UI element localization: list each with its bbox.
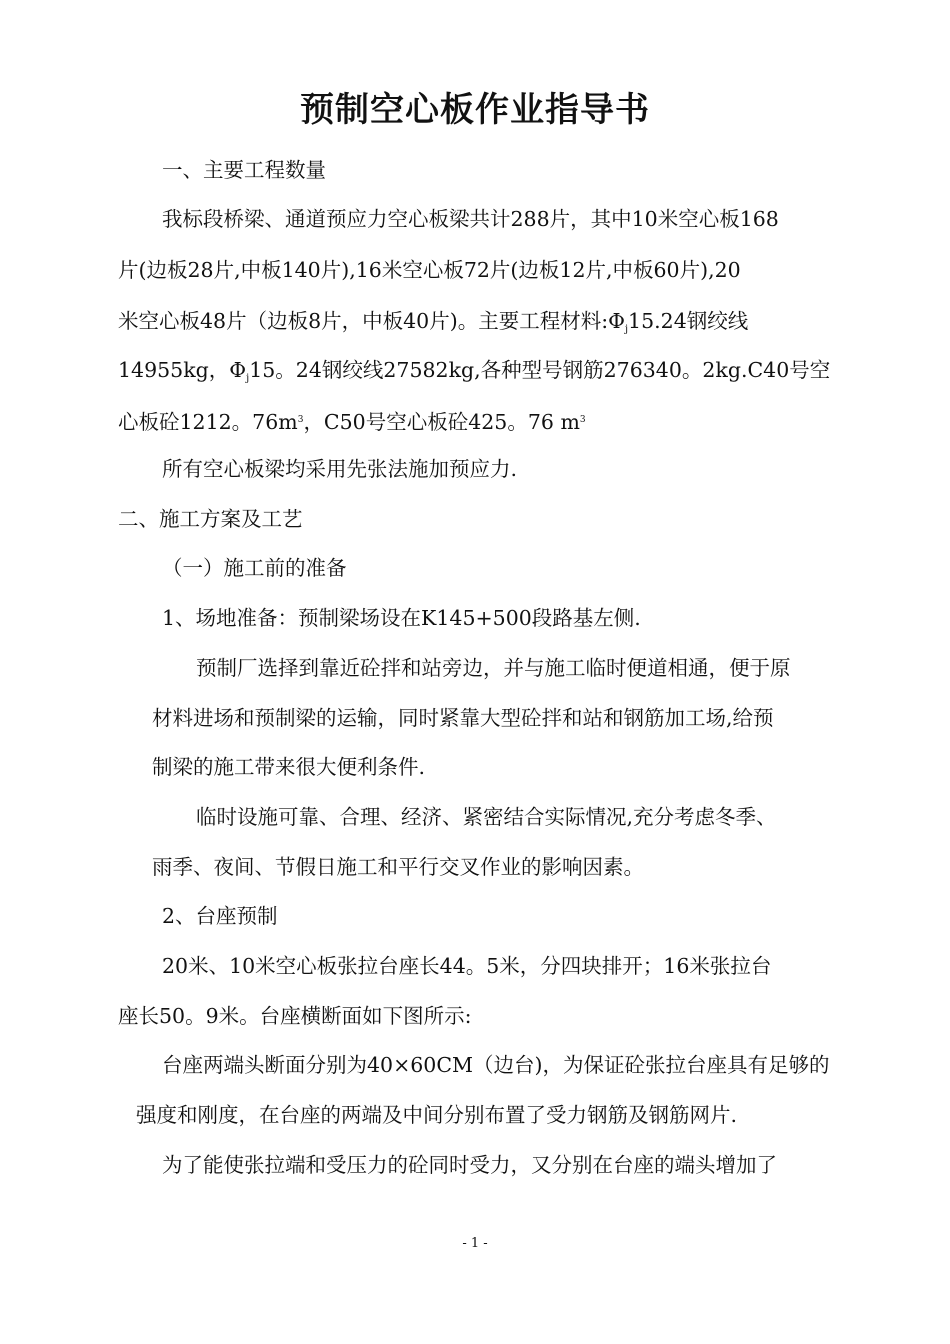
paragraph-line: 为了能使张拉端和受压力的砼同时受力，又分别在台座的端头增加了	[162, 1153, 777, 1177]
document-title: 预制空心板作业指导书	[300, 90, 650, 130]
page-number: - 1 -	[462, 1236, 488, 1251]
paragraph-line: 材料进场和预制梁的运输，同时紧靠大型砼拌和站和钢筋加工场,给预	[152, 706, 774, 730]
item-heading: 2、台座预制	[162, 904, 278, 928]
section-heading-1: 一、主要工程数量	[162, 158, 326, 182]
text-segment: 米空心板48片（边板8片，中板40片)。主要工程材料:Φ	[118, 309, 625, 333]
paragraph-line: 强度和刚度，在台座的两端及中间分别布置了受力钢筋及钢筋网片.	[136, 1103, 738, 1127]
paragraph-line	[118, 307, 748, 344]
paragraph-line: 预制厂选择到靠近砼拌和站旁边，并与施工临时便道相通，便于原	[196, 656, 791, 680]
text-segment: 15。24钢绞线27582kg,各种型号钢筋276340。2kg.C40号空	[249, 358, 831, 382]
paragraph-line: 临时设施可靠、合理、经济、紧密结合实际情况,充分考虑冬季、	[196, 805, 777, 829]
paragraph-line	[118, 356, 830, 393]
subscript: j	[246, 373, 250, 384]
paragraph-line: 片(边板28片,中板140片),16米空心板72片(边板12片,中板60片),20	[118, 258, 741, 282]
superscript: 3	[297, 415, 304, 425]
paragraph-line: 制梁的施工带来很大便利条件.	[152, 755, 426, 779]
paragraph-line: 座长50。9米。台座横断面如下图所示:	[118, 1004, 472, 1028]
text-segment: 14955kg，Φ	[118, 358, 247, 382]
section-heading-2: 二、施工方案及工艺	[118, 507, 303, 531]
paragraph-line: 我标段桥梁、通道预应力空心板梁共计288片，其中10米空心板168	[162, 207, 779, 231]
item-heading: 1、场地准备：预制梁场设在K145+500段路基左侧.	[162, 606, 641, 630]
text-segment: ，C50号空心板砼425。76 m	[303, 410, 580, 434]
text-segment: 15.24钢绞线	[628, 309, 749, 333]
text-segment: 心板砼1212。76m	[118, 410, 298, 434]
subscript: j	[624, 324, 629, 335]
subsection-heading: （一）施工前的准备	[162, 556, 347, 580]
paragraph-line	[118, 406, 586, 436]
paragraph-line: 台座两端头断面分别为40×60CM（边台)，为保证砼张拉台座具有足够的	[162, 1053, 830, 1077]
paragraph-line: 所有空心板梁均采用先张法施加预应力.	[162, 457, 518, 481]
superscript: 3	[579, 415, 586, 425]
paragraph-line: 雨季、夜间、节假日施工和平行交叉作业的影响因素。	[152, 855, 644, 879]
paragraph-line: 20米、10米空心板张拉台座长44。5米，分四块排开；16米张拉台	[162, 954, 772, 978]
